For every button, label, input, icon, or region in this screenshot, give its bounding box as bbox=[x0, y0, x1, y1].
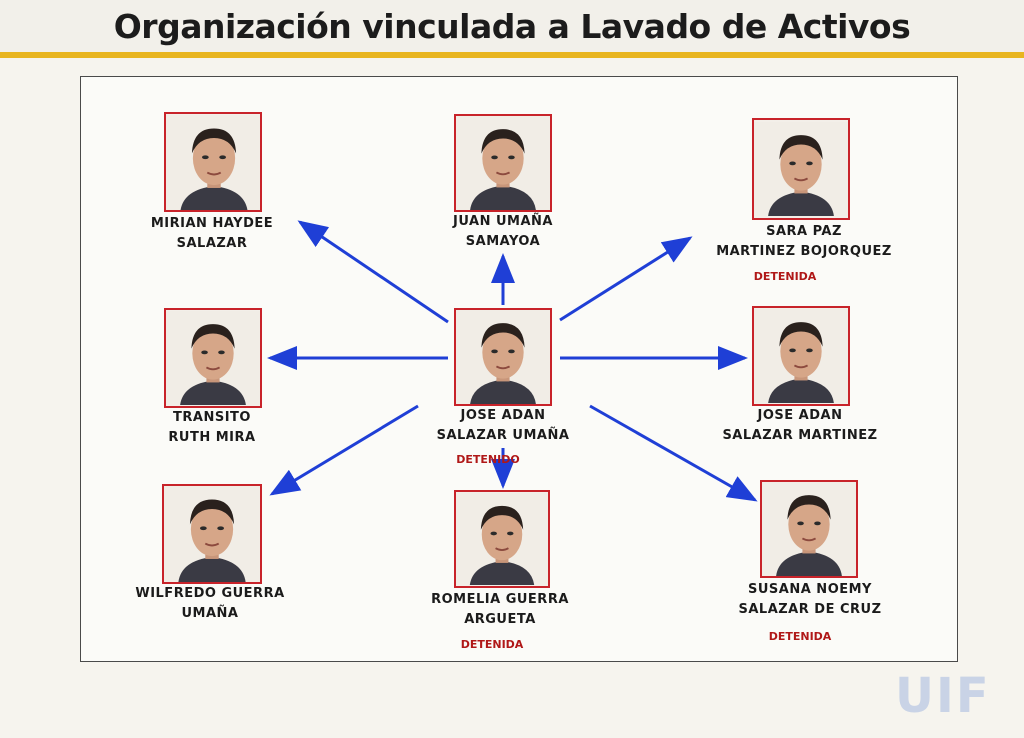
arrow-to-sara bbox=[560, 238, 690, 320]
name-line2: MARTINEZ BOJORQUEZ bbox=[716, 244, 892, 259]
name-line2: RUTH MIRA bbox=[168, 430, 256, 445]
arrow-to-wilfredo bbox=[272, 406, 418, 494]
photo-susana bbox=[760, 480, 858, 578]
name-line1: SARA PAZ bbox=[766, 224, 842, 239]
photo-juan bbox=[454, 114, 552, 212]
portrait-icon bbox=[456, 116, 550, 210]
name-line2: SAMAYOA bbox=[465, 234, 541, 249]
photo-jose-martinez bbox=[752, 306, 850, 406]
portrait-icon bbox=[166, 114, 262, 212]
name-line1: WILFREDO GUERRA bbox=[135, 586, 285, 601]
slide-title: Organización vinculada a Lavado de Activos bbox=[113, 6, 911, 46]
photo-mirian bbox=[164, 112, 262, 212]
name-line1: JOSE ADAN bbox=[460, 408, 546, 423]
status-susana: DETENIDA bbox=[768, 630, 832, 643]
name-line1: SUSANA NOEMY bbox=[748, 582, 872, 597]
name-line2: ARGUETA bbox=[464, 612, 536, 627]
photo-sara bbox=[752, 118, 850, 220]
portrait-icon bbox=[164, 486, 260, 582]
name-romelia bbox=[431, 590, 569, 630]
name-line1: JOSE ADAN bbox=[757, 408, 843, 423]
status-romelia: DETENIDA bbox=[460, 638, 524, 651]
portrait-icon bbox=[456, 310, 550, 404]
status-sara: DETENIDA bbox=[753, 270, 817, 283]
photo-wilfredo bbox=[162, 484, 262, 584]
name-line1: TRANSITO bbox=[173, 410, 251, 425]
name-line1: JUAN UMAÑA bbox=[453, 214, 553, 229]
name-juan bbox=[453, 212, 553, 252]
portrait-icon bbox=[762, 482, 856, 576]
name-center bbox=[437, 406, 570, 446]
portrait-icon bbox=[456, 492, 548, 586]
name-susana bbox=[738, 580, 881, 620]
name-sara bbox=[716, 222, 892, 262]
name-transito bbox=[168, 408, 255, 448]
name-line2: SALAZAR MARTINEZ bbox=[722, 428, 878, 443]
name-jose-martinez bbox=[722, 406, 877, 446]
portrait-icon bbox=[754, 308, 848, 404]
name-mirian bbox=[151, 214, 273, 254]
portrait-icon bbox=[754, 120, 848, 218]
name-line2: SALAZAR DE CRUZ bbox=[738, 602, 882, 617]
uif-logo: UIF bbox=[895, 668, 991, 724]
name-line1: ROMELIA GUERRA bbox=[431, 592, 569, 607]
arrow-to-mirian bbox=[300, 222, 448, 322]
photo-transito bbox=[164, 308, 262, 408]
name-line1: MIRIAN HAYDEE bbox=[150, 216, 274, 231]
photo-center bbox=[454, 308, 552, 406]
photo-romelia bbox=[454, 490, 550, 588]
status-center: DETENIDO bbox=[456, 453, 520, 466]
name-line2: SALAZAR UMAÑA bbox=[436, 428, 570, 443]
name-line2: UMAÑA bbox=[181, 606, 239, 621]
portrait-icon bbox=[166, 310, 260, 406]
name-wilfredo bbox=[135, 584, 284, 624]
name-line2: SALAZAR bbox=[176, 236, 248, 251]
